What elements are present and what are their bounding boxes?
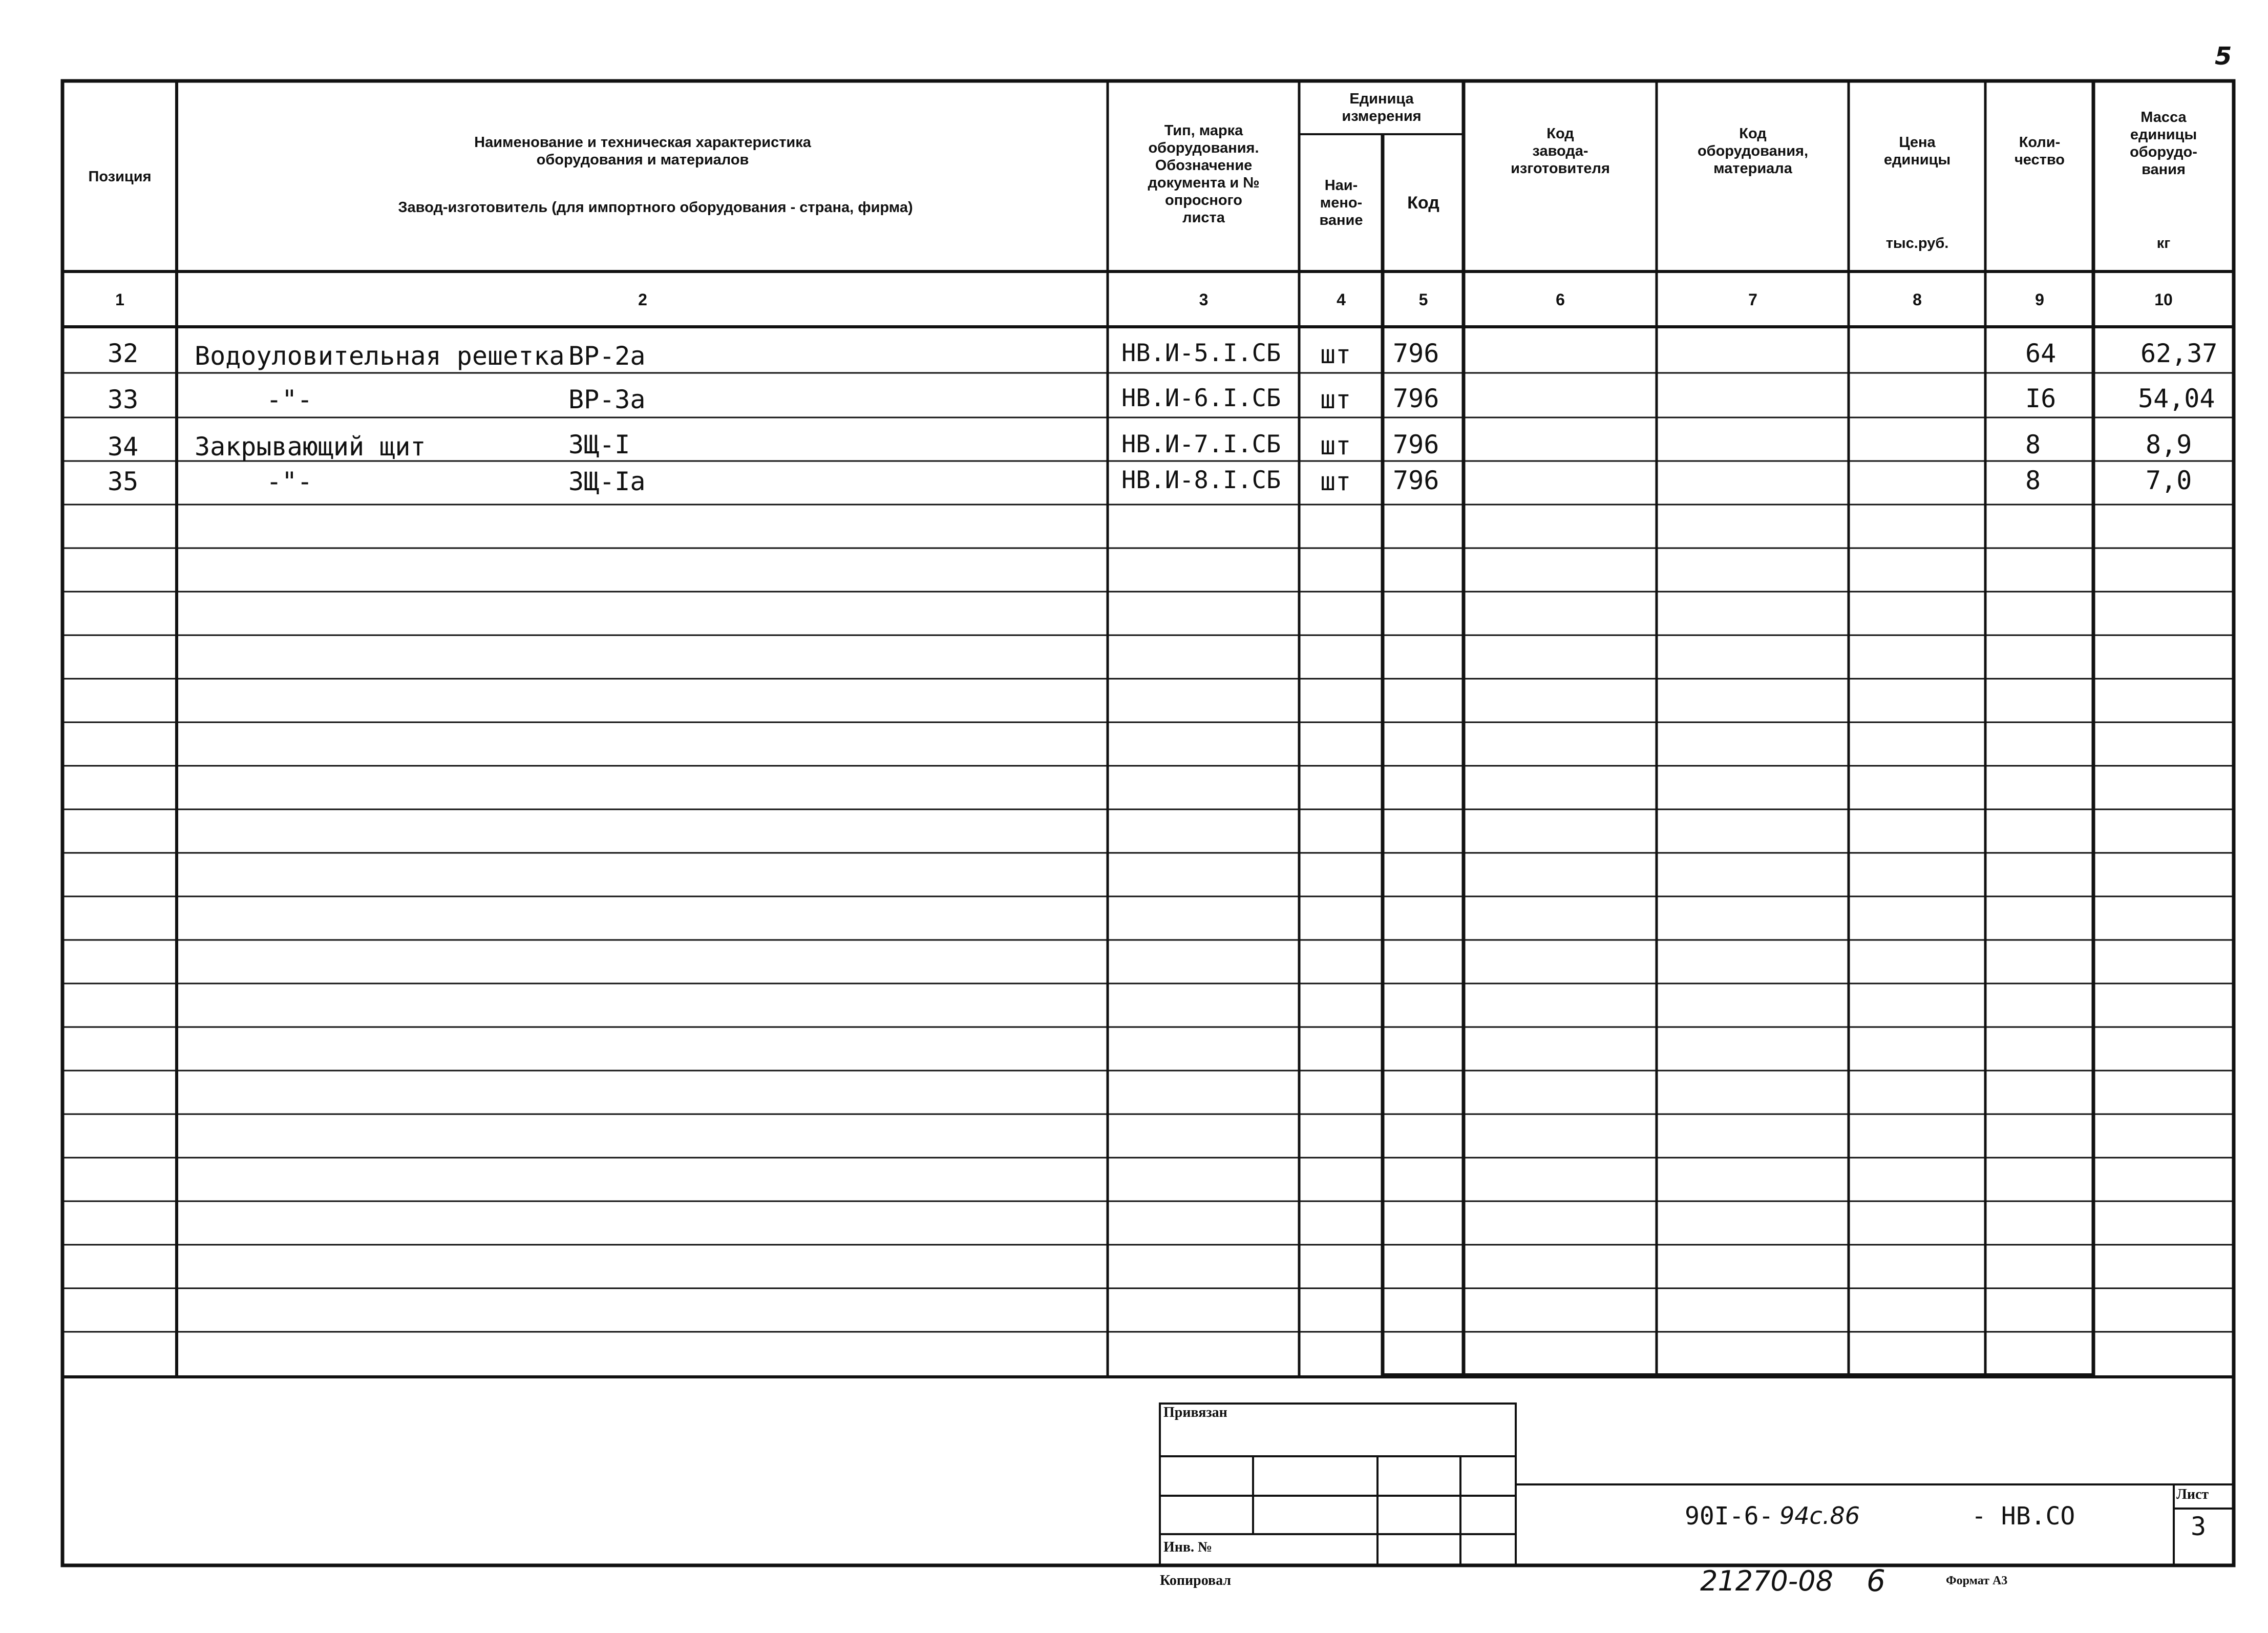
header-price: Цена единицы xyxy=(1883,134,1951,168)
row-mass: 7,0 xyxy=(2146,466,2192,495)
row-unit: шт xyxy=(1320,467,1351,496)
doc-code-suffix: - НВ.СО xyxy=(1972,1502,2075,1531)
col-num-10: 10 xyxy=(2154,290,2173,309)
header-factory-code: Код завода- изготовителя xyxy=(1511,125,1610,177)
archive-number: 21270-08 xyxy=(1700,1565,1833,1597)
header-name: Наименование и техническая характеристика оборудования и материалов xyxy=(474,134,811,168)
row-mark: ВР-3а xyxy=(568,385,646,414)
archive-suffix: 6 xyxy=(1867,1563,1885,1598)
col-num-4: 4 xyxy=(1337,290,1346,309)
header-unit-code: Код xyxy=(1407,193,1439,213)
header-equipment-code: Код оборудования, материала xyxy=(1697,125,1809,177)
row-pos: 32 xyxy=(108,339,139,368)
header-price-unit: тыс.руб. xyxy=(1885,235,1949,252)
header-manufacturer: Завод-изготовитель (для импортного оборудования - страна, фирма) xyxy=(398,199,913,216)
row-doc: НВ.И-5.I.СБ xyxy=(1121,339,1281,367)
format-label: Формат А3 xyxy=(1946,1574,2008,1587)
row-qty: I6 xyxy=(2025,384,2057,413)
header-position: Позиция xyxy=(88,169,152,185)
col-num-6: 6 xyxy=(1556,290,1565,309)
sheet-label: Лист xyxy=(2176,1487,2209,1502)
col-num-2: 2 xyxy=(638,290,647,309)
row-unit: шт xyxy=(1320,385,1351,414)
row-name: -"- xyxy=(266,385,313,414)
row-doc: НВ.И-7.I.СБ xyxy=(1121,430,1281,458)
doc-code-prefix: 90I-6- xyxy=(1685,1502,1774,1531)
row-name: Закрывающий щит xyxy=(195,432,426,462)
row-mark: ЗЩ-Iа xyxy=(568,467,646,496)
row-unit: шт xyxy=(1320,340,1351,369)
col-num-1: 1 xyxy=(115,290,124,309)
corner-mark: 5 xyxy=(2215,42,2232,71)
inventory-number-label: Инв. № xyxy=(1163,1539,1213,1555)
row-mark: ВР-2а xyxy=(568,341,646,371)
row-mass: 54,04 xyxy=(2138,384,2215,413)
sheet-number: 3 xyxy=(2191,1512,2207,1541)
header-mass-unit: кг xyxy=(2156,235,2171,252)
row-pos: 35 xyxy=(108,467,139,496)
row-name: Водоуловительная решетка xyxy=(195,341,565,371)
row-name: -"- xyxy=(266,467,313,496)
row-code: 796 xyxy=(1393,339,1439,368)
col-num-9: 9 xyxy=(2035,290,2044,309)
header-mass: Масса единицы оборудо- вания xyxy=(2130,109,2197,178)
header-unit-group: Единица измерения xyxy=(1342,91,1422,124)
row-doc: НВ.И-6.I.СБ xyxy=(1121,384,1281,412)
copied-by-label: Копировал xyxy=(1160,1573,1232,1588)
row-code: 796 xyxy=(1393,384,1439,413)
header-type-doc: Тип, марка оборудования. Обозначение документа и № опросного листа xyxy=(1148,122,1260,226)
row-mark: ЗЩ-I xyxy=(568,430,630,459)
col-num-8: 8 xyxy=(1913,290,1922,309)
row-doc: НВ.И-8.I.СБ xyxy=(1121,466,1281,494)
header-unit-name: Наи- мено- вание xyxy=(1319,177,1363,228)
row-pos: 33 xyxy=(108,385,139,414)
row-code: 796 xyxy=(1393,430,1439,459)
col-num-3: 3 xyxy=(1199,290,1209,309)
doc-code-handwritten: 94с.86 xyxy=(1779,1502,1860,1530)
col-num-7: 7 xyxy=(1748,290,1757,309)
row-pos: 34 xyxy=(108,432,139,462)
row-unit: шт xyxy=(1320,431,1351,460)
col-num-5: 5 xyxy=(1418,290,1428,309)
privyazan-label: Привязан xyxy=(1163,1405,1227,1420)
row-qty: 8 xyxy=(2025,466,2041,495)
header-quantity: Коли- чество xyxy=(2014,134,2065,168)
row-mass: 62,37 xyxy=(2140,339,2218,368)
row-qty: 8 xyxy=(2025,430,2041,459)
row-mass: 8,9 xyxy=(2146,430,2192,459)
row-code: 796 xyxy=(1393,466,1439,495)
row-qty: 64 xyxy=(2025,339,2057,368)
